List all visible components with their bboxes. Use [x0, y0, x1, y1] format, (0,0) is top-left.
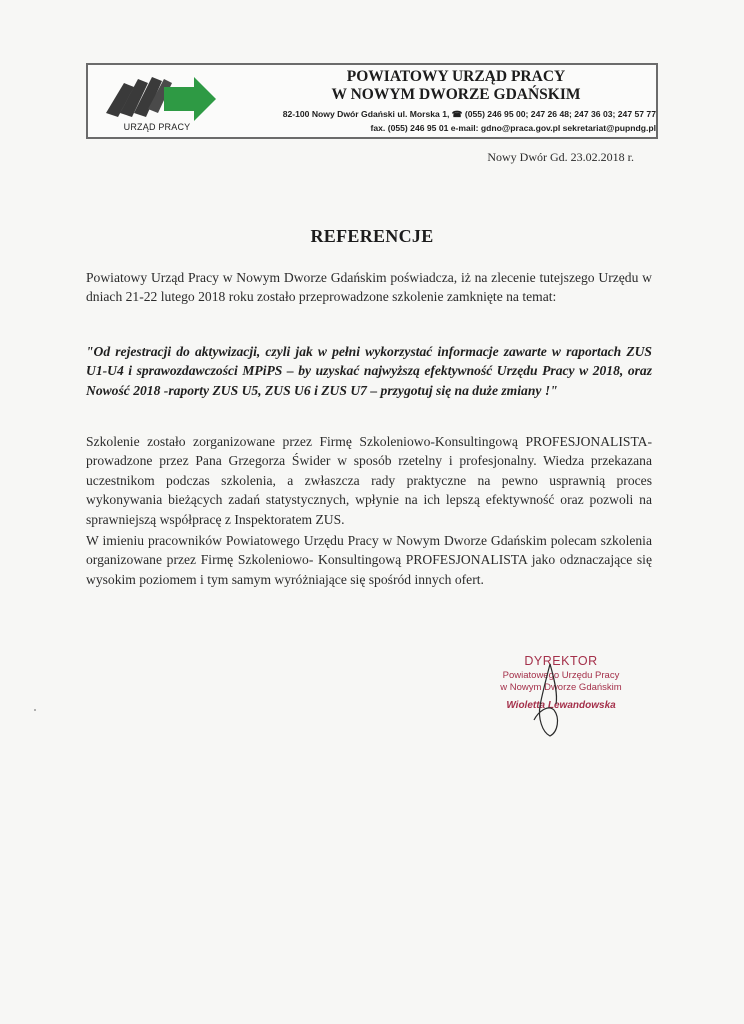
- document-title: REFERENCJE: [310, 226, 434, 246]
- urzad-pracy-logo: [88, 65, 218, 137]
- scan-speck: [34, 709, 36, 711]
- paragraph-training-details: Szkolenie zostało zorganizowane przez Firmę Szkoleniowo-Konsultingową PROFESJONALISTA- prowadzone przez Pana Grzegorza Świder w sposób rzetelny i profesjonalny. Wiedza przekazana uczestnikom podczas szkolenia, a zwłaszcza rady praktyczne na pewno usprawnią proces wykonywania bieżących zadań statystycznych, wpłynie na ich lepszą efektywność oraz pozwoli na sprawniejszą współpracę z Inspektoratem ZUS.: [86, 434, 652, 527]
- handwritten-signature: [520, 660, 580, 740]
- document-date: Nowy Dwór Gd. 23.02.2018 r.: [487, 150, 634, 164]
- org-name-line2: W NOWYM DWORZE GDAŃSKIM: [331, 86, 581, 103]
- paragraph-recommendation: W imieniu pracowników Powiatowego Urzędu Pracy w Nowym Dworze Gdańskim polecam szkolenia organizowane przez Firmę Szkoleniowo- Konsultingową PROFESJONALISTA jako odznaczające się wysokim poziomem i tym samym wyróżniające się spośród innych ofert.: [86, 533, 652, 587]
- letterhead: [86, 63, 658, 139]
- org-name-line1: POWIATOWY URZĄD PRACY: [346, 68, 566, 85]
- stamp-director-name: Wioletta Lewandowska: [506, 700, 616, 711]
- stamp-office-line1: Powiatowego Urzędu Pracy: [502, 670, 620, 681]
- stamp-title: DYREKTOR: [524, 654, 598, 668]
- address-line: 82-100 Nowy Dwór Gdański ul. Morska 1, ☎ (055) 246 95 00; 247 26 48; 247 36 03; 247 57 77: [282, 109, 656, 119]
- paragraph-training-topic: "Od rejestracji do aktywizacji, czyli jak w pełni wykorzystać informacje zawarte w raportach ZUS U1-U4 i sprawozdawczości MPiPS – by uzyskać najwyższą efektywność Urzędu Pracy w 2018, oraz Nowość 2018 -raporty ZUS U5, ZUS U6 i ZUS U7 – przygotuj się na duże zmiany !": [86, 344, 652, 398]
- stamp-office-line2: w Nowym Dworze Gdańskim: [500, 682, 622, 693]
- contact-info: [228, 107, 656, 135]
- organization-name: [256, 68, 656, 104]
- logo-caption: URZĄD PRACY: [123, 122, 191, 132]
- fax-email-line: fax. (055) 246 95 01 e-mail: gdno@praca.gov.pl sekretariat@pupndg.pl: [370, 123, 656, 133]
- logo-graphic: [94, 69, 218, 123]
- paragraph-intro: Powiatowy Urząd Pracy w Nowym Dworze Gdańskim poświadcza, iż na zlecenie tutejszego Urzędu w dniach 21-22 lutego 2018 roku zostało przeprowadzone szkolenie zamknięte na temat:: [86, 270, 652, 305]
